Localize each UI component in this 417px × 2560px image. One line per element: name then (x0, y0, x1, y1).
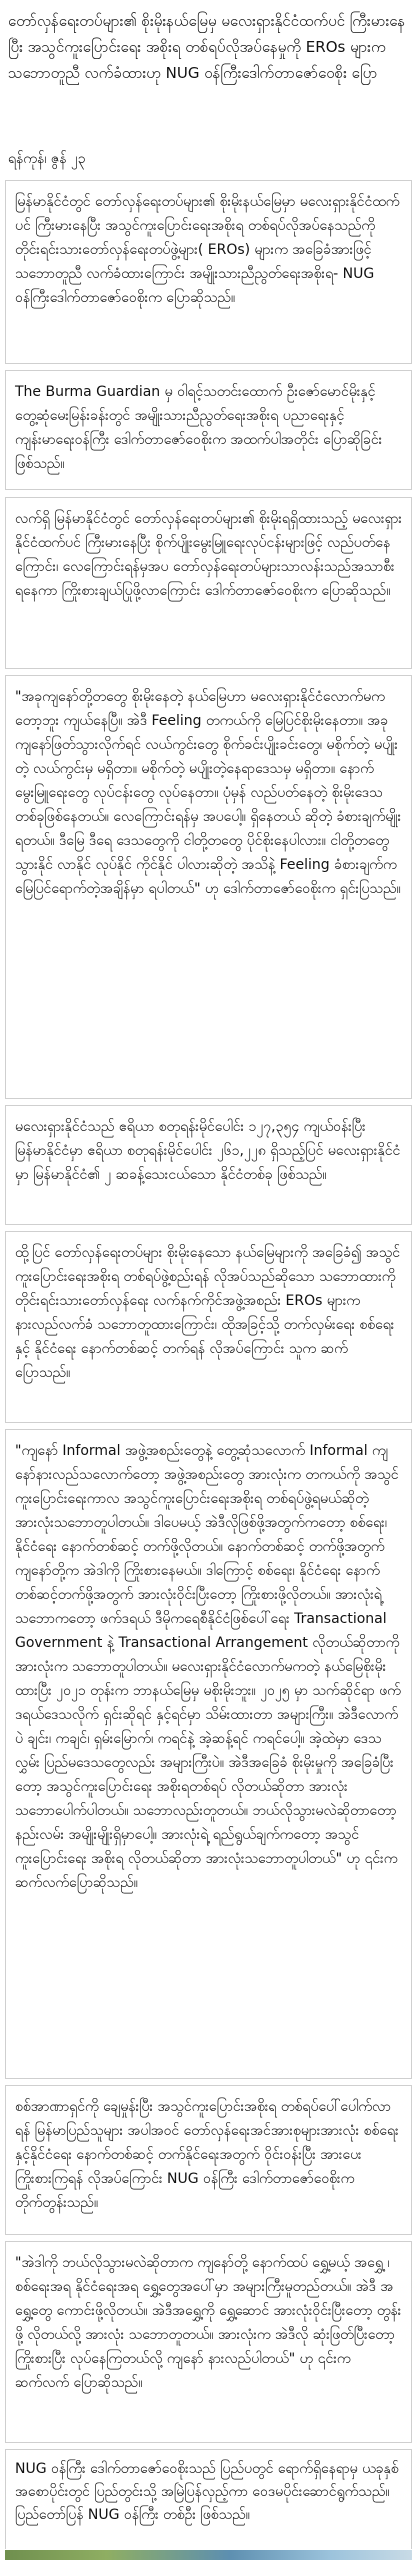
paragraph-box (5, 2085, 412, 2235)
article-dateline: ရန်ကုန်၊ ဇွန် ၂၃ (8, 151, 86, 167)
paragraph-box (5, 370, 412, 490)
article-title: တော်လှန်ရေးတပ်များ၏ စိုးမိုးနယ်မြေမှ မလေးရှားနိုင်ငံထက်ပင် ကြီးမားနေပြီး အသွင်ကူးပြောင်းရေး အစိုးရ တစ်ရပ်လိုအပ်နေမှုကို EROs များက သဘောတူညီ လက်ခံထားဟု NUG ဝန်ကြီးဒေါက်တာဇော်ဝေစိုး ပြော (8, 12, 406, 82)
quote-box (5, 1429, 412, 2079)
paragraph-text: လက်ရှိ မြန်မာနိုင်ငံတွင် တော်လှန်ရေးတပ်များ၏ စိုးမိုးရရှိထားသည့် မလေးရှားနိုင်ငံထက်ပင် ကြီးမားနေပြီး စိုက်ပျိုးမွေးမြူရေးလုပ်ငန်းများဖြင့် လည်ပတ်နေကြောင်း၊ လေကြောင်းရန်မှအပ တော်လှန်ရေးတပ်များသာလန်းသည်အသာစီးရနေကာ ကြိုးစားချယ်ပြုဖို့လာကြောင်း ဒေါက်တာဇော်ဝေစိုးက ပြောဆိုသည်။ (15, 511, 402, 599)
paragraph-text: The Burma Guardian မှ ဝါရင့်သတင်းထောက် ဦးဇော်မောင်မိုးနှင့် တွေ့ဆုံမေးမြန်းခန်းတွင် အမျိုးသားညီညွတ်ရေးအစိုးရ ပညာရေးနှင့်ကျန်းမာရေးဝန်ကြီး ဒေါက်တာဇော်ဝေစိုးက အထက်ပါအတိုင်း ပြောဆိုခြင်းဖြစ်သည်။ (15, 384, 383, 472)
paragraph-box (5, 180, 412, 364)
paragraph-box (5, 1231, 412, 1423)
paragraph-text: စစ်အာဏာရှင်ကို ချေမှုန်းပြီး အသွင်ကူးပြောင်းအစိုးရ တစ်ရပ်ပေါ်ပေါက်လာရန် မြန်မာပြည်သူများ အပါအဝင် တော်လှန်ရေးအင်အားစုများအားလုံး စစ်ရေးနှင့်နိုင်ငံရေး နောက်တစ်ဆင့် တက်နိုင်ရေးအတွက် ဝိုင်းဝန်းပြီး အားပေး ကြိုးစားကြရန် လိုအပ်ကြောင်း NUG ဝန်ကြီး ဒေါက်တာဇော်ဝေစိုးက တိုက်တွန်းသည်။ (15, 2099, 399, 2211)
paragraph-text: ထို့ပြင် တော်လှန်ရေးတပ်များ စိုးမိုးနေသော နယ်မြေများကို အခြေခံ၍ အသွင်ကူးပြောင်းရေးအစိုးရ တစ်ရပ်ဖွဲ့စည်းရန် လိုအပ်သည်ဆိုသော သဘောထားကို တိုင်းရင်းသားတော်လှန်ရေး လက်နက်ကိုင်အဖွဲ့အစည်း EROs များက နားလည်လက်ခံ သဘောတူထားကြောင်း၊ ထိုအခြင့်သို့ တက်လှမ်းရေး စစ်ရေးနှင့် နိုင်ငံရေး နောက်တစ်ဆင့် တက်ရန် လိုအပ်ကြောင်း သူက ဆက်ပြောသည်။ (15, 1245, 401, 1381)
paragraph-box (5, 2449, 412, 2549)
article-photo (5, 2550, 412, 2560)
paragraph-box (5, 497, 412, 669)
quote-box (5, 675, 412, 1099)
paragraph-box (5, 1105, 412, 1225)
quote-text: "အဲဒါကို ဘယ်လိုသွားမလဲဆိုတာက ကျနော်တို့ နောက်ထပ် ရွှေ့မယ့် အရွှေ့ ၊ စစ်ရေးအရ နိုင်ငံရေးအရ ရွှေ့တွေအပေါ်မှာ အများကြီးမူတည်တယ်။ အဲဒီ အရွှေ့တွေ ကောင်းဖို့လိုတယ်။ အဲဒီအရွှေ့ကို ရွှေ့ဆောင် အားလုံးဝိုင်းပြီးတော့ တွန်းဖို့ လိုတယ်လို့ အားလုံး သဘောတူတယ်။ အားလုံးက အဲဒီလို ဆုံးဖြတ်ပြီးတော့ ကြိုးစားပြီး လုပ်နေကြတယ်လို့ ကျနော် နားလည်ပါတယ်" ဟု ၎င်းက ဆက်လက် ပြောဆိုသည်။ (15, 2255, 402, 2391)
quote-text: "ကျနော် Informal အဖွဲ့အစည်းတွေနဲ့ တွေ့ဆုံသလောက် Informal ကျနော်နားလည်သလောက်တော့ အဖွဲ့အစည်းတွေ အားလုံးက တကယ်ကို အသွင်ကူးပြောင်းရေးကာလ အသွင်ကူးပြောင်းရေးအစိုးရ တစ်ရပ်ဖွဲ့ရမယ်ဆိုတဲ့ အားလုံးသဘောတူပါတယ်။ ဒါပေမယ့် အဲဒီလိုဖြစ်ဖို့အတွက်ကတော့ စစ်ရေး၊ နိုင်ငံရေး နောက်တစ်ဆင့် တက်ဖို့လိုတယ်။ နောက်တစ်ဆင့် တက်ဖို့အတွက် ကျနော်တို့က အဲဒါကို ကြိုးစားနေမယ်။ ဒါကြောင့် စစ်ရေး၊ နိုင်ငံရေး နောက်တစ်ဆင့်တက်ဖို့အတွက် အားလုံးဝိုင်းပြီးတော့ ကြိုးစားဖို့လိုတယ်။ အားလုံးရဲ့ သဘောကတော့ ဖက်ဒရယ် ဒီမိုကရေစီနိုင်ငံဖြစ်ပေါ်ရေး Transactional Government နဲ့ Transactional Arrangement လိုတယ်ဆိုတာကို အားလုံးက သဘောတူပါတယ်။ မလေးရှားနိုင်ငံလောက်မကတဲ့ နယ်မြေစိုးမိုးထားပြီး ၂၀၂၁ တုန်းက ဘာနယ်မြေမှ မစိုးမိုးဘူး။ ၂၀၂၅ မှာ သက်ဆိုင်ရာ ဖက်ဒရယ်ဒေသလိုက် ရှင်းဆိုရင် နှင့်ရင်မှာ သိမ်းထားတာ အများကြီး။ အဲဒီလောက်ပဲ ချင်း၊ ကချင်၊ ရှမ်းမြောက်၊ ကရင်နဲ့ အဲ့ဆန့်ရင် ကရင်ပေါ့။ အဲ့ထဲမှာ ဒေသလွှမ်း ပြည်မဒေသတွေလည်း အများကြီးပဲ။ အဲဒီအခြေခံ စိုးမိုးမှုကို အခြေခံပြီးတော့ အသွင်ကူးပြောင်းရေး အစိုးရတစ်ရပ် လိုတယ်ဆိုတာ အားလုံး သဘောပေါက်ပါတယ်။ သဘောလည်းတူတယ်။ ဘယ်လိုသွားမလဲဆိုတာတော့ နည်းလမ်း အမျိုးမျိုးရှိမှာပေါ့။ အားလုံးရဲ့ ရည်ရွယ်ချက်ကတော့ အသွင်ကူးပြောင်းရေး အစိုးရ လိုတယ်ဆိုတာ အားလုံးသဘောတူပါတယ်" ဟု ၎င်းက ဆက်လက်ပြောဆိုသည်။ (15, 1443, 401, 1891)
paragraph-text: မြန်မာနိုင်ငံတွင် တော်လှန်ရေးတပ်များ၏ စိုးမိုးနယ်မြေမှာ မလေးရှားနိုင်ငံထက်ပင် ကြီးမားနေပြီး အသွင်ကူးပြောင်းရေးအစိုးရ တစ်ရပ်လိုအပ်နေသည်ကို တိုင်းရင်းသားတော်လှန်ရေးတပ်ဖွဲ့များ( EROs) များက အခြေခံအားဖြင့် သဘောတူညီ လက်ခံထားကြောင်း အမျိုးသားညီညွတ်ရေးအစိုးရ- NUG ဝန်ကြီးဒေါက်တာဇော်ဝေစိုးက ပြောဆိုသည်။ (15, 194, 400, 306)
quote-box (5, 2241, 412, 2443)
paragraph-text: NUG ဝန်ကြီး ဒေါက်တာဇော်ဝေစိုးသည် ပြည်ပတွင် ရောက်ရှိနေရာမှ ယခုနှစ်အစောပိုင်းတွင် ပြည်တွင်းသို့ အမြဲပြန်လှည့်ကာ ဝေဒမပိုင်းဆောင်ရွက်သည်။ ပြည်တော်ပြန် NUG ဝန်ကြီး တစ်ဦး ဖြစ်သည်။ (15, 2461, 399, 2523)
paragraph-text: မလေးရှားနိုင်ငံသည် ဧရိယာ စတုရန်းမိုင်ပေါင်း ၁၂၇,၃၅၄ ကျယ်ဝန်းပြီး မြန်မာနိုင်ငံမှာ ဧရိယာ စတုရန်းမိုင်ပေါင်း ၂၆၁,၂၂၈ ရှိသည့်ပြင် မလေးရှားနိုင်ငံမှာ မြန်မာနိုင်ငံ၏ ၂ ဆခန့်သေးငယ်သော နိုင်ငံတစ်ခု ဖြစ်သည်။ (15, 1119, 401, 1183)
quote-text: "အခုကျနော်တို့တတွေ စိုးမိုးနေတဲ့ နယ်မြေဟာ မလေးရှားနိုင်ငံလောက်မကတော့ဘူး ကျယ်နေပြီ။ အဲဒီ Feeling တကယ်ကို မြေပြင်စိုးမိုးနေတာ။ အခု ကျနော်ဖြတ်သွားလိုက်ရင် လယ်ကွင်းတွေ စိုက်ခင်းပျိုးခင်းတွေ၊ မစိုက်တဲ့ မပျိုးတဲ့ လယ်ကွင်းမှ မရှိတာ။ မစိုက်တဲ့ မပျိုးတဲ့နေရာဒေသမှ မရှိတာ။ နောက်မွေးမြူရေးတွေ လုပ်ငန်းတွေ လုပ်နေတာ။ ပုံမှန် လည်ပတ်နေတဲ့ စိုးမိုးဒေသတစ်ခုဖြစ်နေတယ်။ လေကြောင်းရန်မှ အပပေါ့။ ရှိနေတယ် ဆိုတဲ့ ခံစားချက်မျိုးရတယ်။ ဒီမြေ ဒီရေ ဒေသတွေကို ငါတို့တတွေ ပိုင်စိုးနေပါလား။ ငါတို့တတွေ သွားနိုင် လာနိုင် လုပ်နိုင် ကိုင်နိုင် ပါလားဆိုတဲ့ အသိနဲ့ Feeling ခံစားချက်က မြေပြင်ရောက်တဲ့အချိန်မှာ ရပါတယ်" ဟု ဒေါက်တာဇော်ဝေစိုးက ရှင်းပြသည်။ (15, 689, 402, 897)
